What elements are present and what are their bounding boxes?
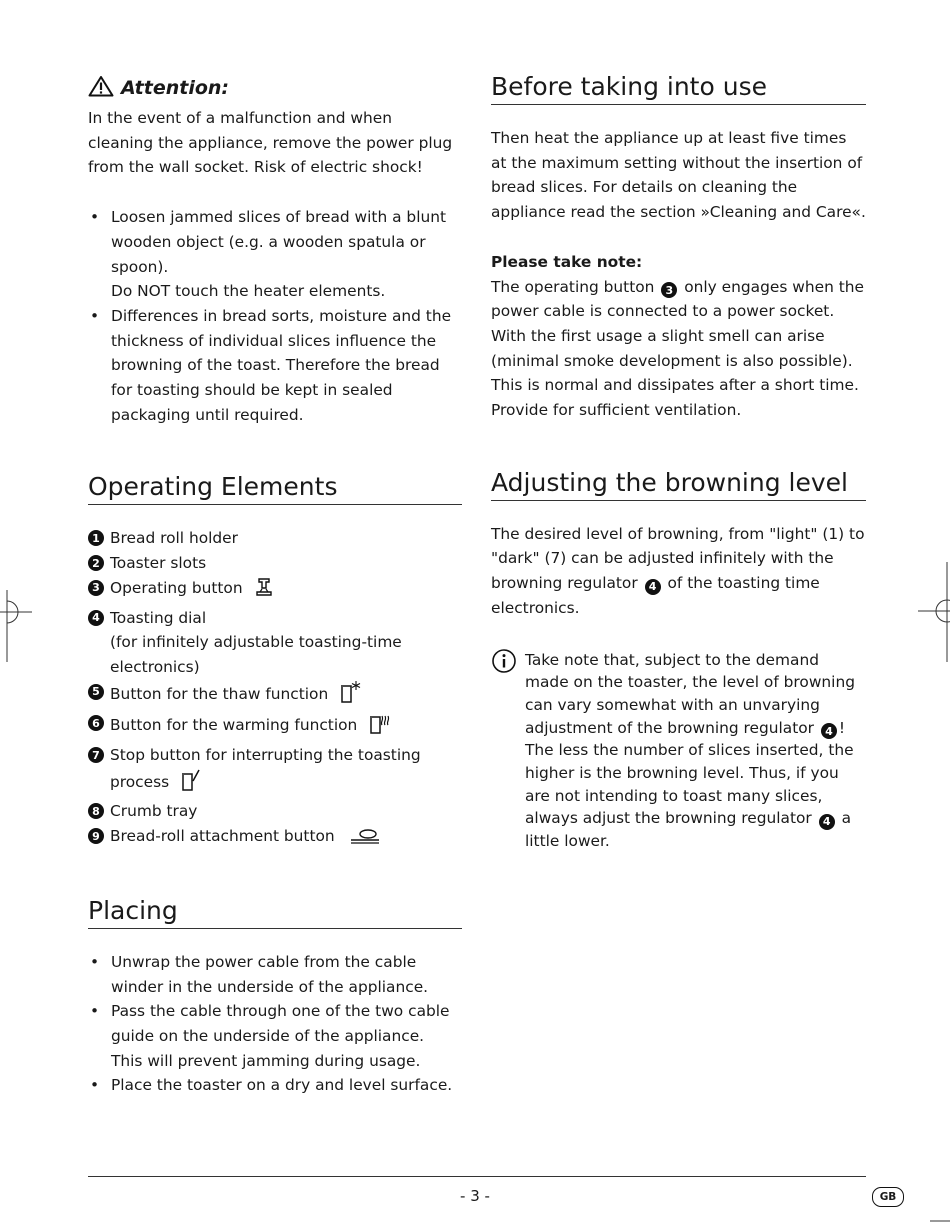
attention-title-text: Attention: [121, 77, 230, 99]
info-text-b: ! The less the number of slices inserted, the higher is the browning level. Thus, if you are not intending to toast many slices, always adjust the browning regulator [525, 718, 854, 828]
stop-toast-icon [179, 768, 203, 800]
number-badge: 1 [88, 530, 104, 546]
element-label: Toasting dial [110, 608, 207, 627]
number-badge: 4 [88, 610, 104, 626]
warming-heat-icon [367, 711, 391, 743]
note-text [491, 275, 866, 324]
element-label: Button for the thaw function [110, 684, 329, 703]
element-item [88, 551, 462, 576]
placing-bullets [88, 950, 462, 1098]
element-label: Bread-roll attachment button [110, 827, 335, 846]
number-badge: 3 [661, 282, 677, 298]
note-text-a: The operating button [491, 277, 655, 296]
before-use-heading: Before taking into use [491, 70, 866, 105]
number-badge: 2 [88, 555, 104, 571]
element-item [88, 743, 462, 799]
placing-heading: Placing [88, 894, 462, 929]
number-badge: 9 [88, 828, 104, 844]
bullet-text: Pass the cable through one of the two cable guide on the underside of the appliance. [111, 1002, 450, 1045]
bullet-text-extra: Do NOT touch the heater elements. [111, 282, 386, 301]
number-badge: 4 [645, 579, 661, 595]
number-badge: 6 [88, 715, 104, 731]
number-badge: 8 [88, 803, 104, 819]
element-item [88, 576, 462, 606]
registration-mark-right [918, 562, 950, 666]
info-text [525, 649, 866, 853]
placing-bullet [88, 999, 462, 1073]
bread-roll-icon [348, 826, 382, 854]
language-badge: GB [872, 1187, 904, 1207]
browning-text-a: The desired level of browning, from "light" (1) to "dark" (7) can be adjusted infinitely with the browning regulator [491, 524, 865, 593]
bullet-text-extra: This will prevent jamming during usage. [111, 1051, 421, 1070]
bullet-text: Place the toaster on a dry and level surface. [111, 1076, 453, 1095]
operating-lever-icon [253, 576, 275, 606]
element-item [88, 606, 462, 680]
warning-triangle-icon [88, 75, 114, 102]
browning-text-b: of the toasting time electronics. [491, 574, 820, 617]
element-label: Bread roll holder [110, 529, 238, 548]
right-column [491, 70, 866, 853]
page-number: - 3 - [460, 1187, 490, 1205]
operating-elements-heading: Operating Elements [88, 470, 462, 505]
info-text-c: a little lower. [525, 809, 851, 851]
attention-bullet [88, 304, 462, 428]
crop-mark [930, 1207, 950, 1226]
browning-text [491, 522, 866, 621]
attention-text: In the event of a malfunction and when cleaning the appliance, remove the power plug from the wall socket. Risk of electric shock! [88, 109, 453, 177]
info-text-a: Take note that, subject to the demand made on the toaster, the level of browning can vary somewhat with an unvarying adjustment of the browning regulator [525, 650, 855, 737]
number-badge: 7 [88, 747, 104, 763]
registration-mark-left [0, 590, 32, 666]
number-badge: 4 [821, 723, 837, 739]
number-badge: 5 [88, 684, 104, 700]
element-label: Crumb tray [110, 802, 198, 821]
note-text-b: only engages when the power cable is connected to a power socket. [491, 277, 864, 321]
left-column [88, 70, 462, 1098]
element-item [88, 824, 462, 854]
bullet-text: Loosen jammed slices of bread with a blunt wooden object (e.g. a wooden spatula or spoon). [111, 208, 447, 276]
number-badge: 4 [819, 814, 835, 830]
element-label-extra: (for infinitely adjustable toasting-time electronics) [110, 633, 402, 676]
footer-rule [88, 1176, 866, 1177]
info-icon [491, 648, 517, 853]
element-label: Toaster slots [110, 554, 207, 573]
element-label: Operating button [110, 578, 243, 597]
browning-heading: Adjusting the browning level [491, 466, 866, 501]
element-item [88, 680, 462, 712]
element-label: Button for the warming function [110, 716, 358, 735]
number-badge: 3 [88, 580, 104, 596]
element-item [88, 526, 462, 551]
operating-elements-list [88, 526, 462, 853]
note-text-c: With the first usage a slight smell can arise (minimal smoke development is also possible). This is normal and dissipates after a short time. Provide for sufficient ventilation. [491, 326, 859, 420]
attention-bullets [88, 205, 462, 427]
thaw-snowflake-icon [338, 680, 362, 712]
placing-bullet [88, 950, 462, 999]
element-item [88, 711, 462, 743]
note-heading: Please take note: [491, 252, 643, 271]
before-use-text: Then heat the appliance up at least five times at the maximum setting without the insertion of bread slices. For details on cleaning the appliance read the section »Cleaning and Care«. [491, 129, 866, 222]
attention-title [88, 70, 462, 106]
bullet-text: Differences in bread sorts, moisture and the thickness of individual slices influence the browning of the toast. Therefore the bread for toasting should be kept in sealed packaging until required. [111, 306, 452, 424]
element-label: Stop button for interrupting the toasting process [110, 746, 421, 791]
attention-bullet [88, 205, 462, 304]
info-note [491, 649, 866, 853]
bullet-text: Unwrap the power cable from the cable winder in the underside of the appliance. [111, 952, 429, 996]
placing-bullet [88, 1073, 462, 1098]
element-item [88, 799, 462, 824]
